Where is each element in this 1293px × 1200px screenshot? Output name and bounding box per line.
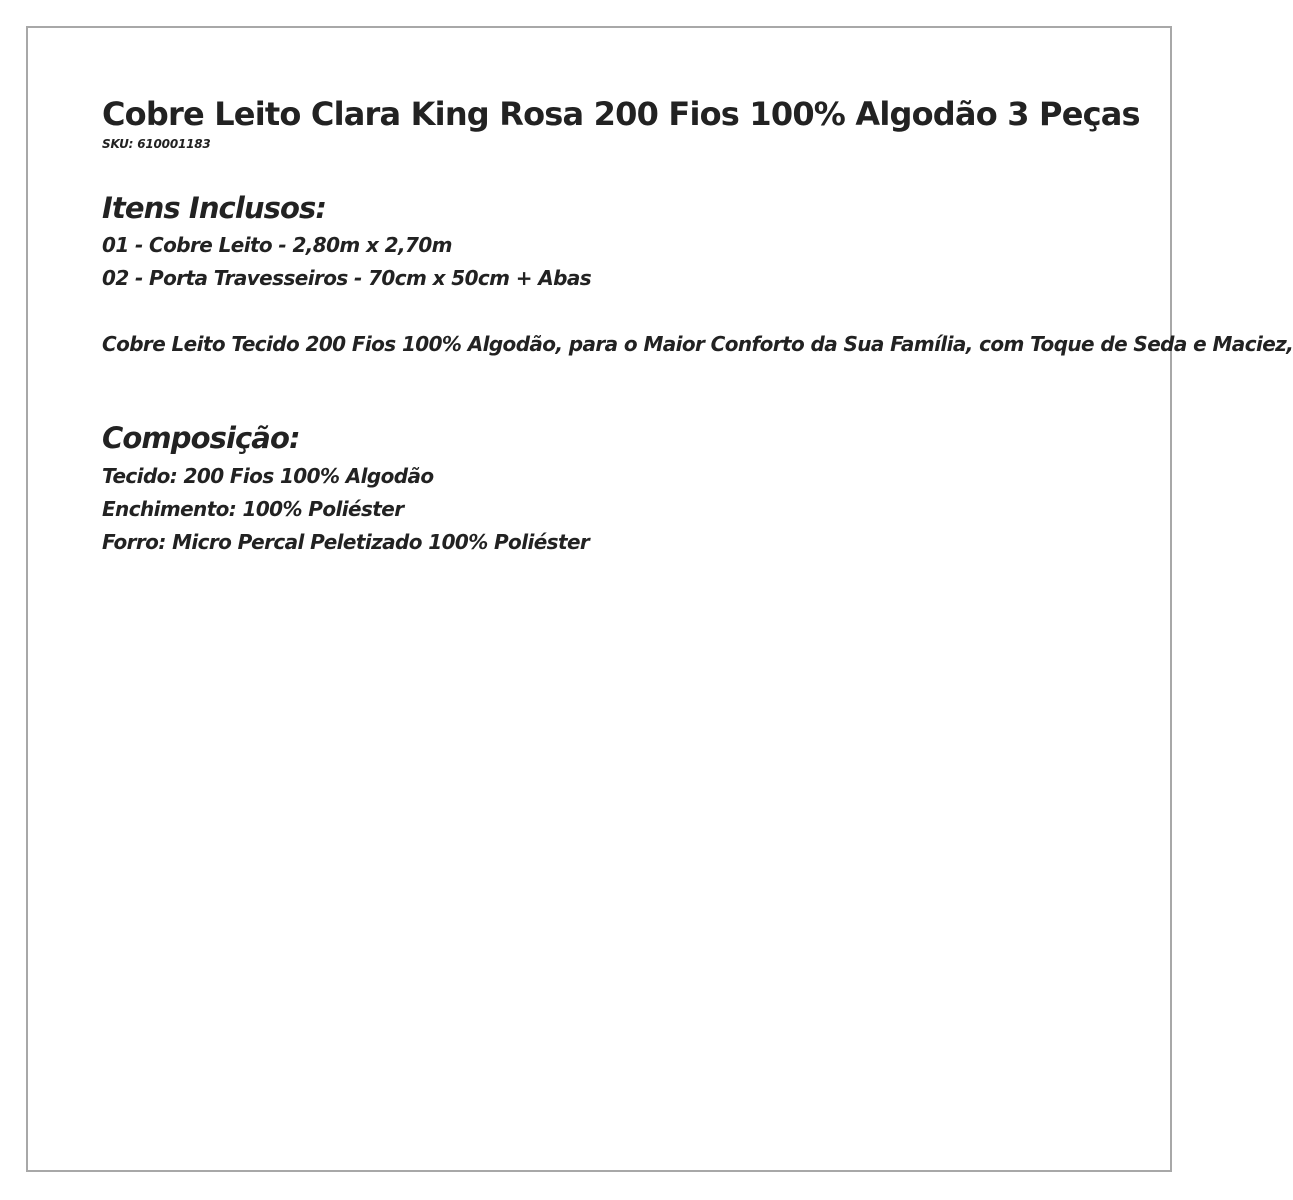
composition-fabric: Tecido: 200 Fios 100% Algodão: [102, 464, 434, 488]
items-included-heading: Itens Inclusos:: [102, 191, 327, 225]
product-title: Cobre Leito Clara King Rosa 200 Fios 100% Algodão 3 Peças: [102, 95, 1140, 133]
composition-filling: Enchimento: 100% Poliéster: [102, 497, 404, 521]
included-item-2: 02 - Porta Travesseiros - 70cm x 50cm + Abas: [102, 266, 592, 290]
product-description: Cobre Leito Tecido 200 Fios 100% Algodão, para o Maior Conforto da Sua Família, com Toque de Seda e Maciez,: [102, 332, 1293, 356]
composition-lining: Forro: Micro Percal Peletizado 100% Poliéster: [102, 530, 590, 554]
product-sku: SKU: 610001183: [102, 137, 211, 151]
included-item-1: 01 - Cobre Leito - 2,80m x 2,70m: [102, 233, 452, 257]
product-sheet-frame: [26, 26, 1293, 1172]
composition-heading: Composição:: [102, 421, 300, 455]
